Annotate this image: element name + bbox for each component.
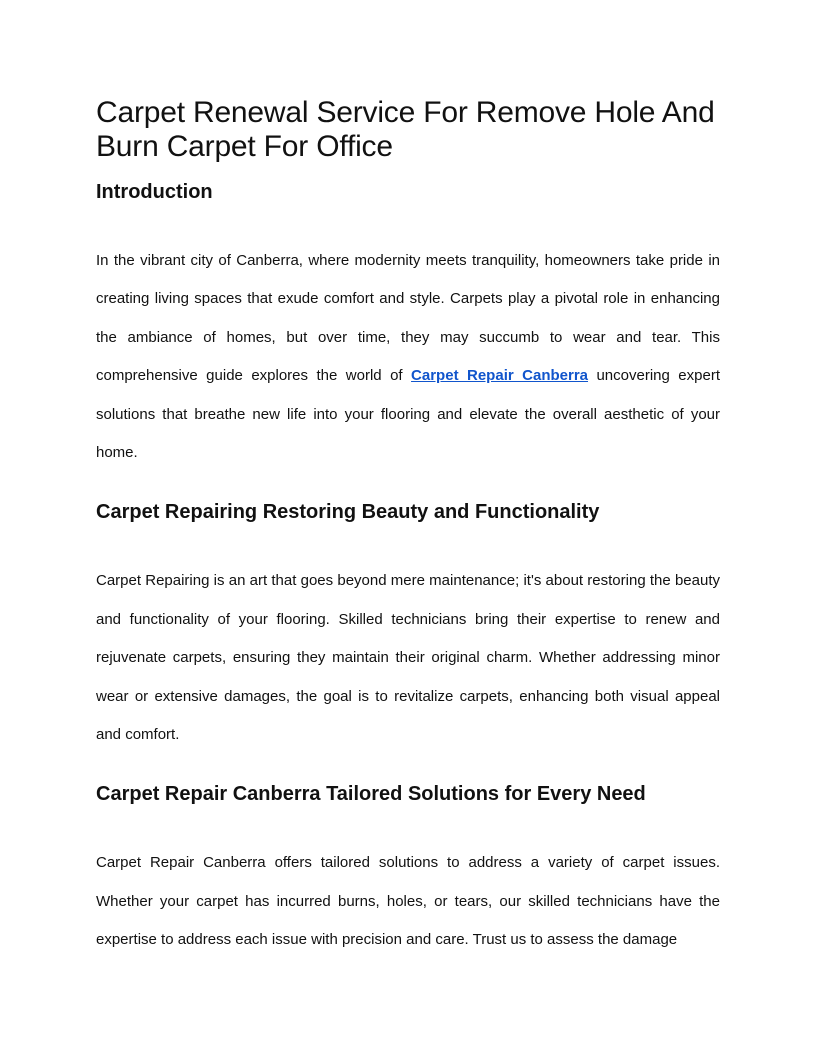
paragraph-text-after-link: uncovering expert solutions that breathe new life into your flooring and elevate the overall aesthetic of your home.: [96, 367, 720, 462]
carpet-repair-canberra-link[interactable]: Carpet Repair Canberra: [411, 367, 589, 385]
document-page: [96, 96, 720, 960]
section-paragraph-tailored-solutions: Carpet Repair Canberra offers tailored solutions to address a variety of carpet issues. Whether your carpet has incurred burns, holes, or tears, our skilled technicians have the expertise to address each issue with precision and care. Trust us to assess the damage: [96, 854, 720, 949]
section-paragraph-introduction: [96, 242, 720, 472]
section-heading-tailored-solutions: Carpet Repair Canberra Tailored Solutions for Every Need: [96, 783, 646, 806]
section-paragraph-carpet-repairing: Carpet Repairing is an art that goes beyond mere maintenance; it's about restoring the beauty and functionality of your flooring. Skilled technicians bring their expertise to renew and rejuvenate carpets, ensuring they maintain their original charm. Whether addressing minor wear or extensive damages, the goal is to revitalize carpets, enhancing both visual appeal and comfort.: [96, 572, 720, 744]
document-title: Carpet Renewal Service For Remove Hole And Burn Carpet For Office: [96, 96, 715, 163]
paragraph-text-before-link: In the vibrant city of Canberra, where modernity meets tranquility, homeowners take pride in creating living spaces that exude comfort and style. Carpets play a pivotal role in enhancing the ambiance of homes, but over time, they may succumb to wear and tear. This comprehensive guide explores the world of: [96, 252, 720, 385]
section-heading-introduction: Introduction: [96, 181, 213, 203]
section-heading-carpet-repairing: Carpet Repairing Restoring Beauty and Functionality: [96, 501, 600, 524]
